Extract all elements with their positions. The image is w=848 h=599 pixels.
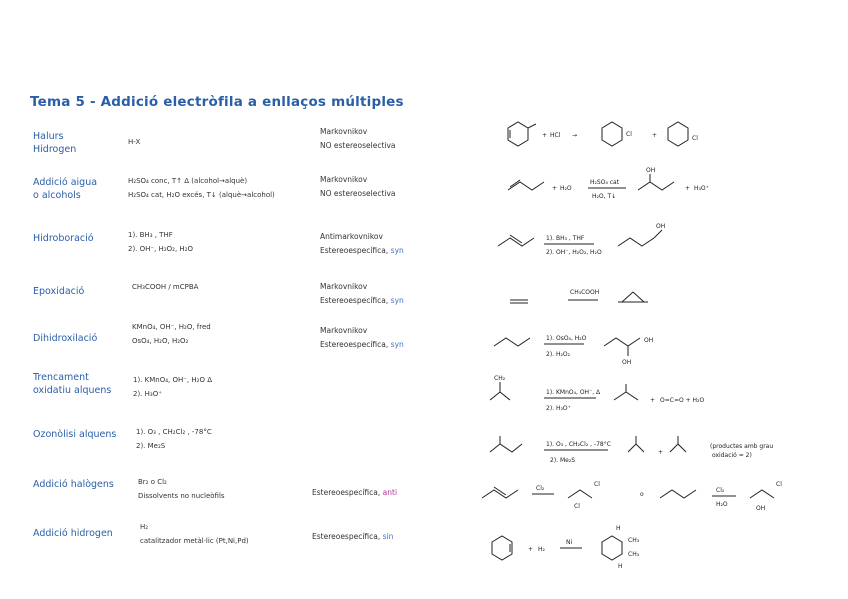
arrow-above: 1). O₃ , CH₂Cl₂ , -78°C: [546, 441, 611, 448]
cyclohexene-ring: [508, 122, 528, 146]
ch2-label: CH₂: [494, 375, 506, 382]
ketone-chain: [614, 392, 638, 400]
halohydrin-chain: [750, 490, 774, 498]
product-ring-2: [668, 122, 688, 146]
row-aigua-notes: [320, 173, 396, 201]
ketone-product: [628, 444, 644, 452]
arrow-above: CH₃COOH: [570, 289, 600, 296]
plus-sign: +: [658, 449, 664, 456]
reagent-line: CH₃COOH / mCPBA: [132, 283, 199, 291]
cl-label: Cl: [574, 503, 580, 510]
scheme-aigua: [508, 167, 709, 200]
plus-sign: +: [552, 185, 558, 192]
reagent-line: 2). OH⁻, H₂O₂, H₂O: [128, 245, 193, 253]
row-epoxidacio-reagents: [132, 280, 198, 294]
note-line: Estereoespecífica,: [312, 488, 381, 497]
plus-sign: +: [650, 397, 656, 404]
note-line-2: oxidació = 2): [712, 452, 752, 459]
plus-sign: +: [685, 185, 691, 192]
row-epoxidacio-notes: [320, 280, 404, 308]
alkene-chain-2: [660, 490, 696, 498]
arrow-above: 1). KMnO₄, OH⁻, Δ: [546, 389, 601, 396]
row-dihidroxilacio-reagents: [132, 320, 211, 348]
arrow-above: 1). OsO₄, H₂O: [546, 335, 587, 342]
row-epoxidacio-name: Epoxidació: [33, 286, 85, 297]
oh-label: OH: [656, 223, 666, 230]
methyl-bond: [528, 124, 536, 128]
note-line: Markovnikov: [320, 282, 368, 291]
ch3-label: CH₃: [628, 537, 640, 544]
oh-label: OH: [644, 337, 654, 344]
row-hidrogen-reagents: [140, 520, 249, 548]
note-line: Markovnikov: [320, 175, 368, 184]
product-ring: [602, 122, 622, 146]
arrow-above: Cl₂: [536, 485, 545, 492]
arrow-above: H₂SO₄ cat: [590, 179, 620, 186]
reagent-line: H₂: [140, 523, 149, 531]
scheme-hidroboracio: [498, 223, 665, 256]
note-line: Markovnikov: [320, 326, 368, 335]
reagent-line: 2). Me₂S: [136, 442, 166, 450]
h-label: H: [616, 525, 621, 532]
reagent-line: KMnO₄, OH⁻, H₂O, fred: [132, 323, 211, 331]
alcohol-chain: [618, 230, 662, 246]
reagent-line: catalitzador metàl·lic (Pt,Ni,Pd): [140, 537, 249, 545]
cycloalkene-ring: [492, 536, 512, 560]
arrow-below: 2). H₂O₂: [546, 351, 571, 358]
reaction-schemes: [480, 110, 840, 570]
arrow-below: H₂O, T↓: [592, 193, 617, 200]
product-ring: [602, 536, 622, 560]
reagent-line: Br₂ o Cl₂: [138, 478, 167, 486]
cl-label: Cl: [626, 131, 632, 138]
row-aigua-name: [33, 176, 97, 202]
row-hidrogen-notes: [312, 530, 393, 544]
reagent-line: H₂SO₄ conc, T↑ Δ (alcohol→alquè): [128, 177, 248, 185]
row-trencament-reagents: [133, 373, 212, 401]
row-dihidroxilacio-name: Dihidroxilació: [33, 333, 98, 344]
scheme-trencament: [490, 375, 704, 412]
anti-label: anti: [382, 488, 398, 497]
row-name-line: o alcohols: [33, 190, 81, 201]
alkene-chain: [508, 182, 544, 190]
syn-label: sin: [382, 532, 394, 541]
row-hidrogen-name: Addició hidrogen: [33, 528, 113, 539]
arrow-above: Cl₂: [716, 487, 725, 494]
row-hidroboracio-reagents: [128, 228, 193, 256]
reagent-line: H₂SO₄ cat, H₂O excés, T↓ (alquè→alcohol): [128, 191, 275, 199]
row-halurs-reagents: [128, 135, 140, 149]
note-line: Estereoespecífica,: [312, 532, 381, 541]
arrow-above: Ni: [566, 539, 573, 546]
syn-label: syn: [390, 296, 404, 305]
row-hidroboracio-name: Hidroboració: [33, 233, 94, 244]
side-product: H₃O⁺: [694, 185, 709, 192]
row-name-line: Trencament: [33, 372, 89, 383]
oh-label: OH: [622, 359, 632, 366]
alkene-chain: [490, 392, 510, 400]
note-line: NO estereoselectiva: [320, 141, 396, 150]
reagent-line: 1). KMnO₄, OH⁻, H₂O Δ: [133, 376, 212, 384]
row-halurs-notes: [320, 125, 396, 153]
or-label: o: [640, 491, 644, 498]
scheme-halogens: [482, 481, 782, 512]
reagent-line: Dissolvents no nucleòfils: [138, 492, 225, 500]
plus-sign: +: [652, 132, 658, 139]
arrow-below: 2). Me₂S: [550, 457, 576, 464]
syn-label: syn: [390, 340, 404, 349]
note-line: NO estereoselectiva: [320, 189, 396, 198]
row-ozonolisi-reagents: [136, 425, 212, 453]
row-halogens-name: Addició halògens: [33, 479, 114, 490]
scheme-dihidroxilacio: [494, 335, 653, 366]
row-name-line: Hidrogen: [33, 144, 77, 155]
cl-label: Cl: [692, 135, 698, 142]
reagent-line: 1). BH₃ , THF: [128, 231, 173, 239]
side-products: O=C=O + H₂O: [660, 397, 705, 404]
oh-label: OH: [646, 167, 656, 174]
row-name-line: oxidatiu alquens: [33, 385, 112, 396]
oh-label: OH: [756, 505, 766, 512]
arrow: →: [572, 132, 578, 139]
cl-label: Cl: [594, 481, 600, 488]
ch3-label: CH₃: [628, 551, 640, 558]
scheme-ozonolisi: [490, 436, 773, 464]
cl-label: Cl: [776, 481, 782, 488]
alcohol-chain: [638, 182, 674, 190]
row-name-line: Halurs: [33, 131, 64, 142]
dichloride-chain: [568, 490, 592, 498]
plus-sign: +: [528, 546, 534, 553]
arrow-below: H₂O: [716, 501, 728, 508]
page-title: Tema 5 - Addició electròfila a enllaços múltiples: [30, 94, 404, 110]
aldehyde-product: [670, 444, 686, 452]
arrow-below: 2). OH⁻, H₂O₂, H₂O: [546, 249, 602, 256]
reagent-line: 2). H₃O⁺: [133, 390, 162, 398]
row-trencament-name: [33, 371, 111, 397]
note-line: Estereoespecífica,: [320, 340, 389, 349]
scheme-epoxidacio: [510, 289, 648, 303]
reagent-line: 1). O₃ , CH₂Cl₂ , -78°C: [136, 428, 212, 436]
alkene-chain: [494, 338, 530, 346]
h-label: H: [618, 563, 623, 570]
reagent-h2: H₂: [538, 546, 545, 553]
arrow-above: 1). BH₃ , THF: [546, 235, 585, 242]
plus-sign: +: [542, 132, 548, 139]
alkene-chain: [490, 444, 522, 452]
row-name-line: Addició aigua: [33, 177, 98, 188]
arrow-below: 2). H₃O⁺: [546, 405, 571, 412]
scheme-hidrogen: [492, 525, 640, 570]
note-line-1: (productes amb grau: [710, 443, 774, 450]
row-halogens-notes: [312, 486, 397, 500]
reagent-line: H-X: [128, 138, 141, 146]
diol-chain: [604, 338, 640, 346]
note-line: Markovnikov: [320, 127, 368, 136]
reagent-line: OsO₄, H₂O, H₂O₂: [132, 337, 189, 345]
reagent-water: H₂O: [560, 185, 572, 192]
row-halogens-reagents: [138, 475, 225, 503]
scheme-halurs: [508, 122, 698, 146]
reagent-hcl: HCl: [550, 132, 561, 139]
note-line: Estereoespecífica,: [320, 296, 389, 305]
syn-label: syn: [390, 246, 404, 255]
row-hidroboracio-notes: [320, 230, 404, 258]
epoxide-o-bridge: [622, 292, 644, 302]
row-aigua-reagents: [128, 174, 275, 202]
note-line: Antimarkovnikov: [320, 232, 383, 241]
row-ozonolisi-name: Ozonòlisi alquens: [33, 429, 117, 440]
row-dihidroxilacio-notes: [320, 324, 404, 352]
note-line: Estereoespecífica,: [320, 246, 389, 255]
row-halurs-name: [33, 130, 76, 156]
